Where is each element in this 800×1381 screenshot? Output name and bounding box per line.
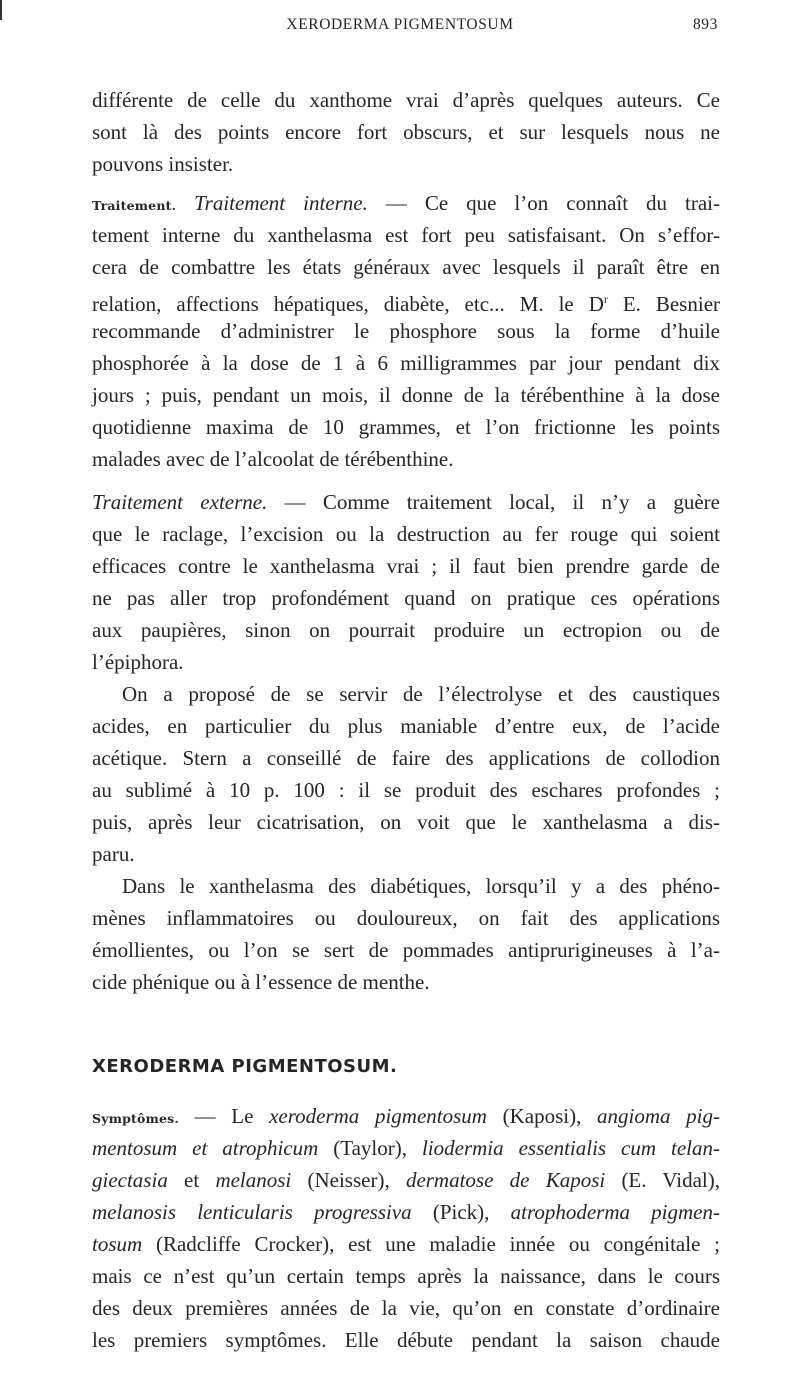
text-line: jours ; puis, pendant un mois, il donne de la térébenthine à la dose xyxy=(92,383,720,407)
text-line: sont là des points encore fort obscurs, et sur lesquels nous ne xyxy=(92,120,720,144)
text-line: émollientes, ou l’on se sert de pommades antiprurigineuses à l’a- xyxy=(92,938,720,962)
text-segment: E. Besnier xyxy=(607,292,721,316)
italic-term: mentosum et atrophicum xyxy=(92,1136,319,1160)
text-line: puis, après leur cicatrisation, on voit que le xanthelasma a dis- xyxy=(92,810,720,834)
text-line: quotidienne maxima de 10 grammes, et l’on frictionne les points xyxy=(92,415,720,439)
text-line: au sublimé à 10 p. 100 : il se produit des eschares profondes ; xyxy=(92,778,720,802)
text-segment: (Radcliffe Crocker), est une maladie innée ou congénitale ; xyxy=(142,1232,720,1256)
section-heading: XERODERMA PIGMENTOSUM. xyxy=(92,1056,398,1077)
text-line xyxy=(92,187,720,219)
text-segment: (E. Vidal), xyxy=(605,1168,720,1192)
text-line xyxy=(92,1132,720,1164)
running-head xyxy=(0,16,800,38)
text-segment: — Comme traitement local, il n’y a guère xyxy=(267,490,720,514)
text-line: paru. xyxy=(92,842,135,866)
text-line: l’épiphora. xyxy=(92,650,184,674)
italic-term: giectasia xyxy=(92,1168,168,1192)
text-line xyxy=(92,1100,720,1132)
text-line: mènes inflammatoires ou douloureux, on fait des applications xyxy=(92,906,720,930)
italic-term: xeroderma pigmentosum xyxy=(269,1104,487,1128)
text-line: ne pas aller trop profondément quand on pratique ces opérations xyxy=(92,586,720,610)
italic-traitement-externe: Traitement externe. xyxy=(92,490,268,514)
text-line: que le raclage, l’excision ou la destruction au fer rouge qui soient xyxy=(92,522,720,546)
italic-term: dermatose de Kaposi xyxy=(405,1168,606,1192)
running-title: XERODERMA PIGMENTOSUM xyxy=(286,16,514,33)
text-line: aux paupières, sinon on pourrait produire un ectropion ou de xyxy=(92,618,720,642)
italic-term: tosum xyxy=(92,1232,143,1256)
text-line xyxy=(92,1164,720,1196)
text-line: efficaces contre le xanthelasma vrai ; il faut bien prendre garde de xyxy=(92,554,720,578)
runin-heading-symptomes: Symptômes. xyxy=(92,1111,179,1126)
italic-term: angioma pig- xyxy=(597,1104,721,1128)
text-line: des deux premières années de la vie, qu’on en constate d’ordinaire xyxy=(92,1296,720,1320)
text-line xyxy=(92,283,720,315)
text-segment: relation, affections hépatiques, diabète, etc... M. le D xyxy=(92,292,604,316)
text-line: différente de celle du xanthome vrai d’après quelques auteurs. Ce xyxy=(92,88,720,112)
italic-traitement-interne: Traitement interne. xyxy=(194,191,368,215)
text-segment: (Taylor), xyxy=(318,1136,422,1160)
text-segment: (Pick), xyxy=(411,1200,511,1224)
text-segment: (Kaposi), xyxy=(486,1104,598,1128)
italic-term: liodermia essentialis cum telan- xyxy=(421,1136,720,1160)
text-line: recommande d’administrer le phosphore sous la forme d’huile xyxy=(92,319,720,343)
text-line: les premiers symptômes. Elle débute pendant la saison chaude xyxy=(92,1328,720,1352)
page-number: 893 xyxy=(692,16,718,33)
superscript: r xyxy=(603,292,608,306)
text-line: Dans le xanthelasma des diabétiques, lorsqu’il y a des phéno- xyxy=(122,874,720,898)
italic-term: melanosi xyxy=(215,1168,292,1192)
text-line xyxy=(92,1228,720,1260)
text-line: acides, en particulier du plus maniable d’entre eux, de l’acide xyxy=(92,714,720,738)
text-line: phosphorée à la dose de 1 à 6 milligrammes par jour pendant dix xyxy=(92,351,720,375)
text-segment: — Ce que l’on connaît du trai- xyxy=(385,191,720,215)
text-line xyxy=(92,1196,720,1228)
text-line: mais ce n’est qu’un certain temps après la naissance, dans le cours xyxy=(92,1264,720,1288)
text-line: acétique. Stern a conseillé de faire des applications de collodion xyxy=(92,746,720,770)
text-line: tement interne du xanthelasma est fort peu satisfaisant. On s’effor- xyxy=(92,223,720,247)
text-line: pouvons insister. xyxy=(92,152,234,176)
text-segment: — Le xyxy=(178,1104,270,1128)
text-line: cide phénique ou à l’essence de menthe. xyxy=(92,970,430,994)
runin-heading-traitement: Traitement. xyxy=(92,198,177,213)
text-line: On a proposé de se servir de l’électrolyse et des caustiques xyxy=(122,682,720,706)
text-line xyxy=(92,486,720,518)
text-line: malades avec de l’alcoolat de térébenthine. xyxy=(92,447,454,471)
italic-term: atrophoderma pigmen- xyxy=(510,1200,721,1224)
italic-term: melanosis lenticularis progressiva xyxy=(92,1200,412,1224)
text-line: cera de combattre les états généraux avec lesquels il paraît être en xyxy=(92,255,720,279)
text-segment: (Neisser), xyxy=(291,1168,406,1192)
text-segment: et xyxy=(167,1168,216,1192)
